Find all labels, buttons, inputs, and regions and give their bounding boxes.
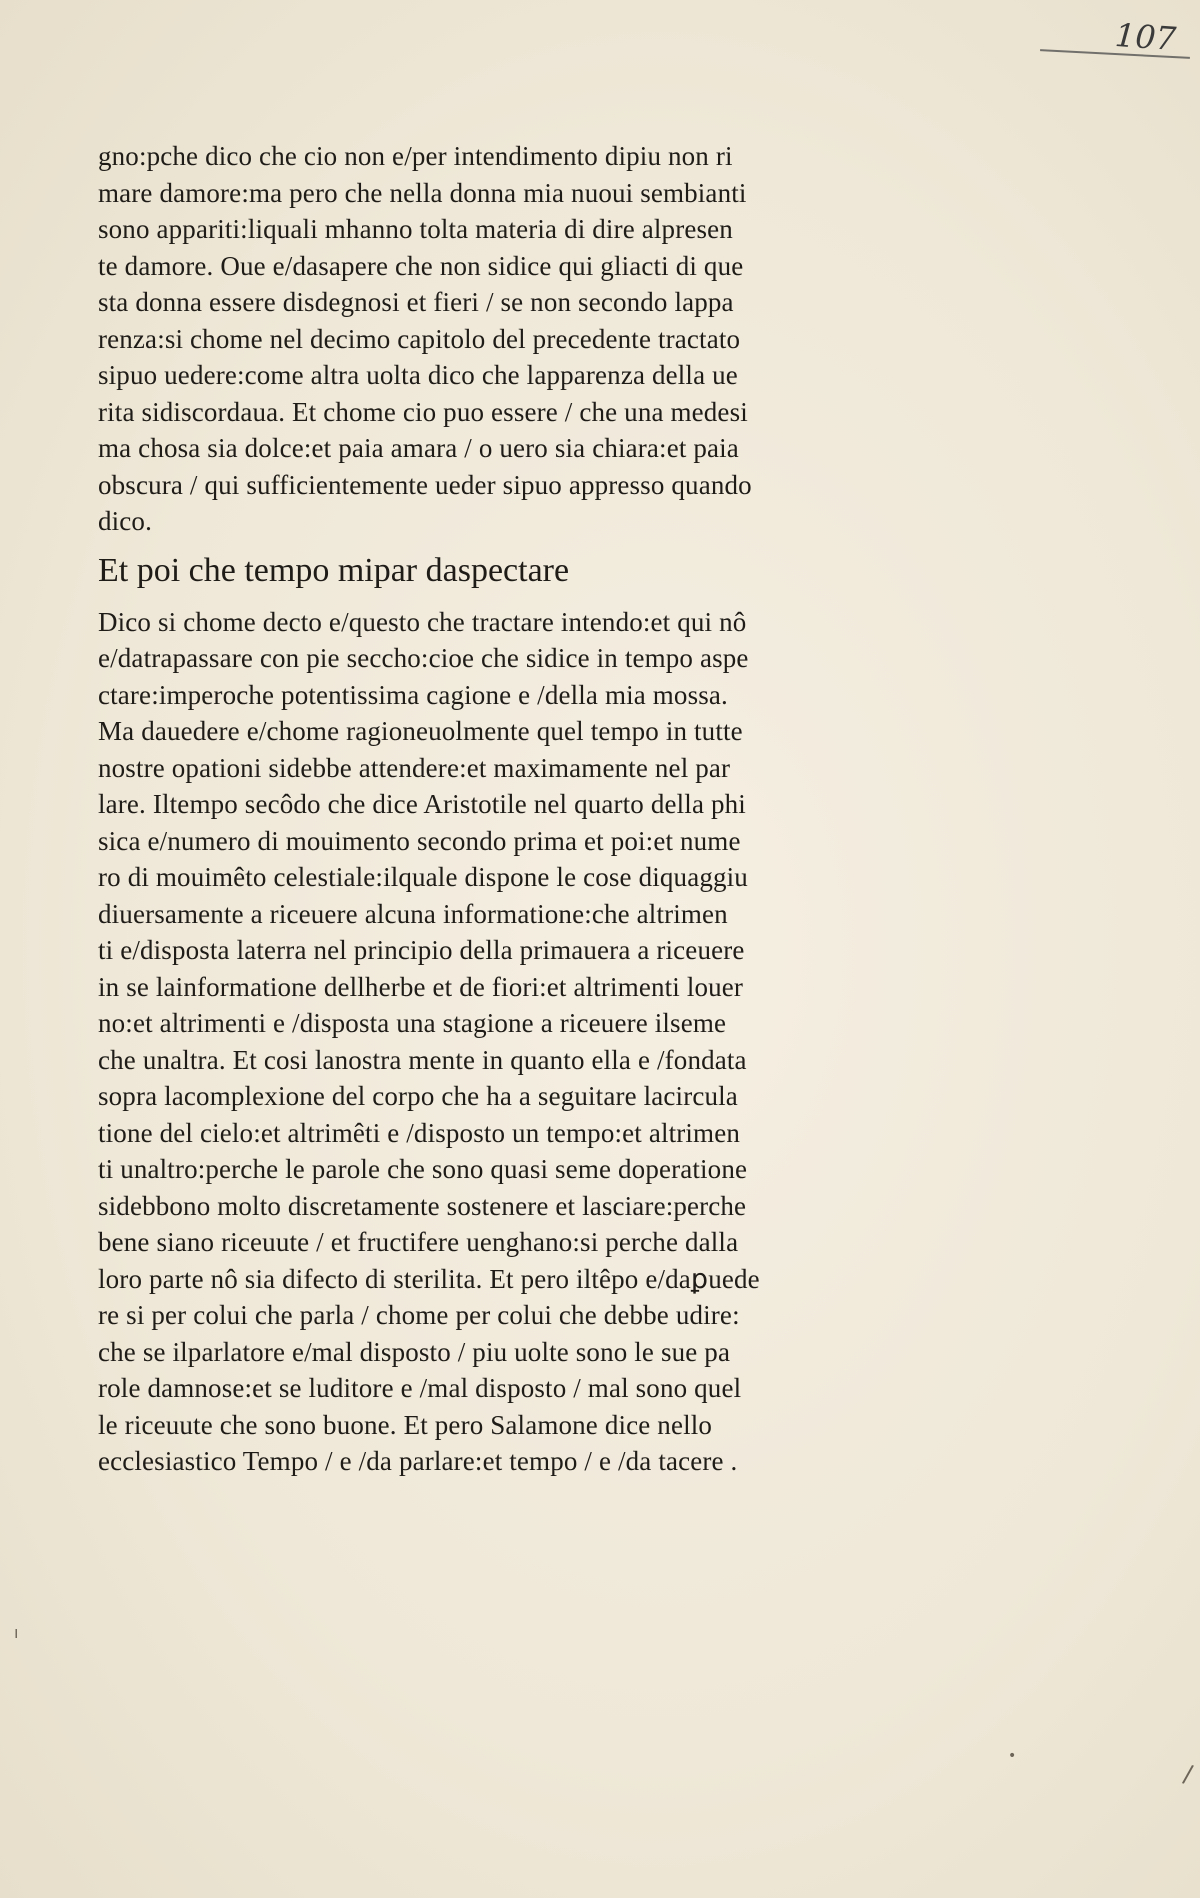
text-line: tione del cielo:et altrimêti e /disposto un tempo:et altrimen: [98, 1117, 740, 1148]
text-line: obscura / qui sufficientemente ueder sipuo appresso quando: [98, 469, 752, 500]
text-line: mare damore:ma pero che nella donna mia nuoui sembianti: [98, 177, 747, 208]
text-block: [98, 138, 898, 1480]
text-line: ma chosa sia dolce:et paia amara / o uero sia chiara:et paia: [98, 433, 739, 463]
text-line: ti unaltro:perche le parole che sono quasi seme doperatione: [98, 1154, 748, 1184]
text-line: re si per colui che parla / chome per colui che debbe udire:: [98, 1300, 740, 1330]
text-line: dico.: [98, 506, 152, 536]
section-heading: Et poi che tempo mipar daspectare: [98, 551, 570, 589]
text-line: sono appariti:liquali mhanno tolta materia di dire alpresen: [98, 214, 733, 244]
text-line: diuersamente a riceuere alcuna informatione:che altrimen: [98, 898, 728, 929]
text-line: renza:si chome nel decimo capitolo del precedente tractato: [98, 323, 741, 354]
margin-mark-right: /: [1181, 1759, 1195, 1789]
text-line: sidebbono molto discretamente sostenere et lasciare:perche: [98, 1190, 747, 1221]
text-line: gno:pche dico che cio non e/per intendimento dipiu non ri: [98, 141, 733, 171]
text-line: e/datrapassare con pie seccho:cioe che sidice in tempo aspe: [98, 643, 749, 673]
text-line: loro parte nô sia difecto di sterilita. Et pero iltêpo e/daꝑuede: [98, 1263, 760, 1294]
text-line: bene siano riceuute / et fructifere uenghano:si perche dalla: [98, 1227, 739, 1257]
text-line: nostre opationi sidebbe attendere:et maximamente nel par: [98, 752, 731, 783]
text-line: rita sidiscordaua. Et chome cio puo essere / che una medesi: [98, 396, 748, 427]
text-line: ecclesiastico Tempo / e /da parlare:et tempo / e /da tacere .: [98, 1446, 738, 1476]
text-line: sopra lacomplexione del corpo che ha a seguitare lacircula: [98, 1081, 738, 1111]
paragraph-after-heading: [98, 604, 898, 1480]
text-line: che se ilparlatore e/mal disposto / piu uolte sono le sue pa: [98, 1336, 731, 1367]
text-line: lare. Iltempo secôdo che dice Aristotile nel quarto della phi: [98, 789, 746, 819]
text-line: role damnose:et se luditore e /mal disposto / mal sono quel: [98, 1373, 742, 1403]
text-line: no:et altrimenti e /disposta una stagione a riceuere ilseme: [98, 1008, 727, 1038]
text-line: ti e/disposta laterra nel principio della primauera a riceuere: [98, 935, 745, 965]
paragraph-before-heading: [98, 138, 898, 540]
text-line: Dico si chome decto e/questo che tractare intendo:et qui nô: [98, 606, 747, 637]
folio-number: 107: [1113, 15, 1178, 59]
text-line: te damore. Oue e/dasapere che non sidice qui gliacti di que: [98, 250, 744, 281]
margin-mark-dot: •: [1008, 1748, 1017, 1764]
text-line: ro di mouimêto celestiale:ilquale dispone le cose diquaggiu: [98, 862, 748, 892]
text-line: Ma dauedere e/chome ragioneuolmente quel tempo in tutte: [98, 716, 743, 746]
text-line: in se lainformatione dellherbe et de fiori:et altrimenti louer: [98, 971, 744, 1002]
text-line: ctare:imperoche potentissima cagione e /della mia mossa.: [98, 679, 728, 710]
text-line: che unaltra. Et cosi lanostra mente in quanto ella e /fondata: [98, 1044, 747, 1075]
margin-mark-left: ı: [14, 1623, 19, 1642]
text-line: sica e/numero di mouimento secondo prima et poi:et nume: [98, 825, 741, 856]
text-line: sta donna essere disdegnosi et fieri / se non secondo lappa: [98, 287, 734, 317]
text-line: le riceuute che sono buone. Et pero Salamone dice nello: [98, 1409, 713, 1440]
text-line: sipuo uedere:come altra uolta dico che lapparenza della ue: [98, 360, 738, 390]
